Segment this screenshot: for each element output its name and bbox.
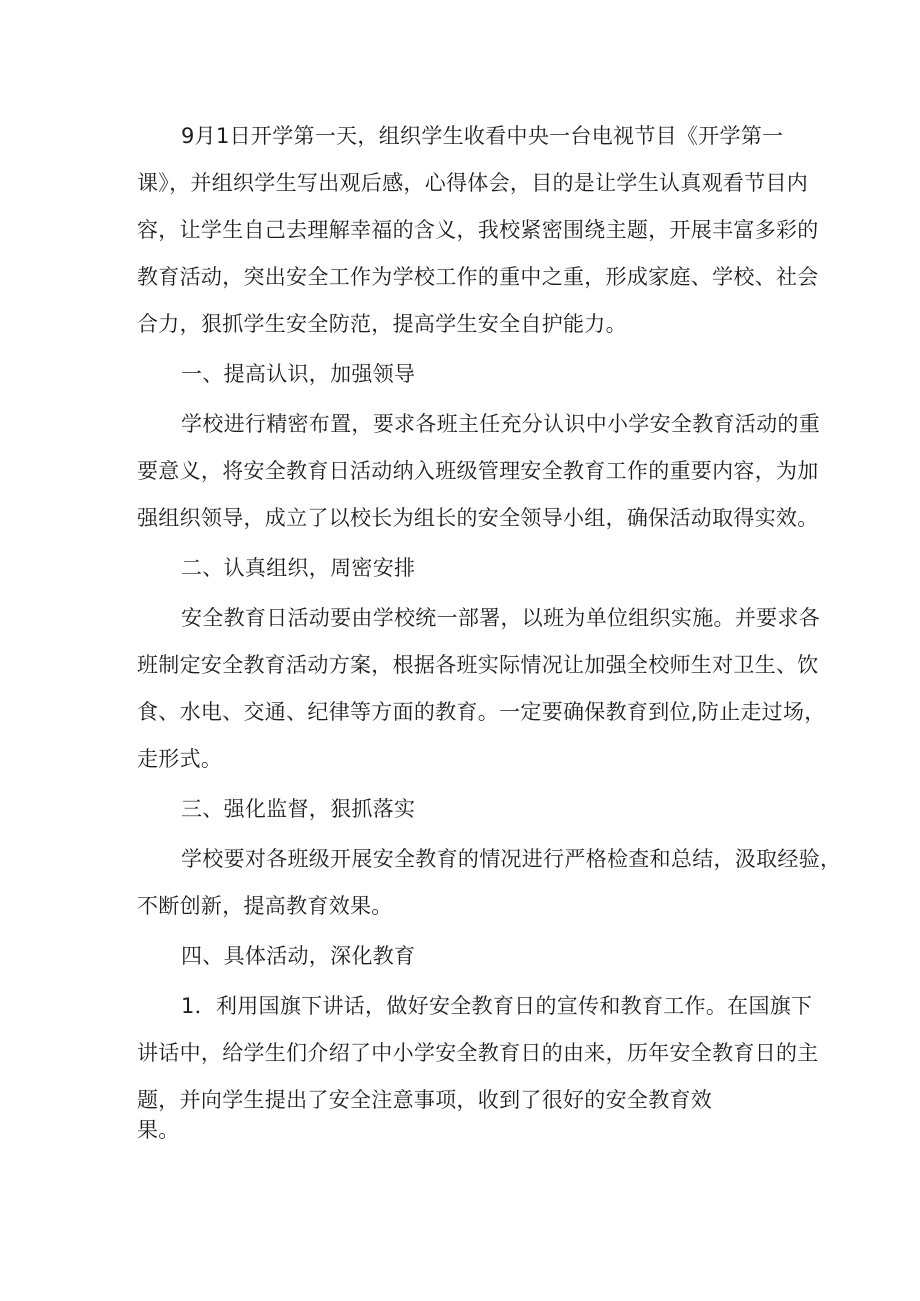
- paragraph-intro-line-5: 合力，狠抓学生安全防范，提高学生安全自护能力。: [137, 312, 627, 336]
- section-heading-2: 二、认真组织，周密安排: [181, 556, 416, 580]
- paragraph-4-line-4: 果。: [137, 1118, 180, 1142]
- paragraph-2-line-3: 食、水电、交通、纪律等方面的教育。一定要确保教育到位,防止走过场，: [137, 700, 826, 724]
- paragraph-1-line-1: 学校进行精密布置，要求各班主任充分认识中小学安全教育活动的重: [181, 412, 820, 436]
- paragraph-intro-line-4: 教育活动，突出安全工作为学校工作的重中之重，形成家庭、学校、社会: [137, 265, 819, 289]
- paragraph-intro-line-1: 9月1日开学第一天，组织学生收看中央一台电视节目《开学第一: [181, 124, 784, 148]
- paragraph-3-line-2: 不断创新，提高教育效果。: [137, 894, 393, 918]
- paragraph-intro-line-2: 课》，并组织学生写出观后感，心得体会，目的是让学生认真观看节目内: [137, 171, 809, 195]
- paragraph-intro-line-3: 容，让学生自己去理解幸福的含义，我校紧密围绕主题，开展丰富多彩的: [137, 218, 819, 242]
- section-heading-3: 三、强化监督，狠抓落实: [181, 797, 416, 821]
- section-heading-1: 一、提高认识，加强领导: [181, 362, 416, 386]
- section-heading-4: 四、具体活动，深化教育: [181, 944, 416, 968]
- paragraph-1-line-3: 强组织领导，成立了以校长为组长的安全领导小组，确保活动取得实效。: [137, 506, 819, 530]
- paragraph-2-line-1: 安全教育日活动要由学校统一部署，以班为单位组织实施。并要求各: [181, 606, 820, 630]
- paragraph-2-line-4: 走形式。: [137, 747, 223, 771]
- paragraph-3-line-1: 学校要对各班级开展安全教育的情况进行严格检查和总结，汲取经验，: [181, 847, 842, 871]
- paragraph-2-line-2: 班制定安全教育活动方案，根据各班实际情况让加强全校师生对卫生、饮: [137, 653, 819, 677]
- paragraph-4-line-2: 讲话中，给学生们介绍了中小学安全教育日的由来，历年安全教育日的主: [137, 1041, 819, 1065]
- paragraph-4-line-1: 1．利用国旗下讲话，做好安全教育日的宣传和教育工作。在国旗下: [181, 994, 813, 1018]
- paragraph-1-line-2: 要意义，将安全教育日活动纳入班级管理安全教育工作的重要内容，为加: [137, 459, 819, 483]
- paragraph-4-line-3: 题，并向学生提出了安全注意事项，收到了很好的安全教育效: [137, 1088, 713, 1112]
